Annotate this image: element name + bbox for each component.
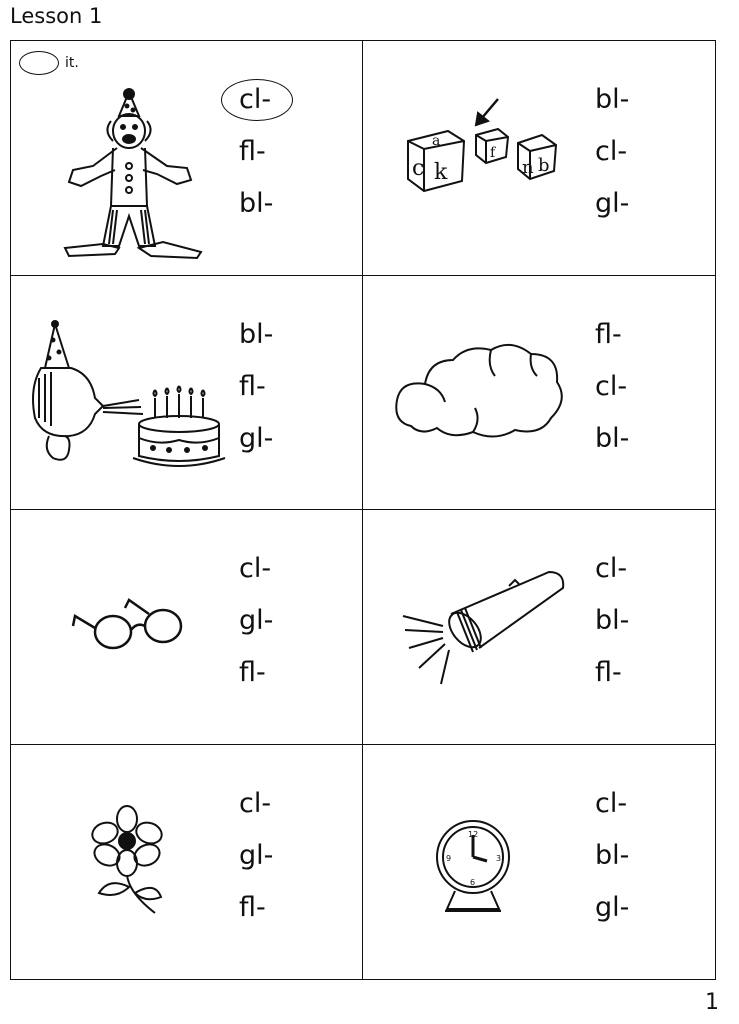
option-list — [595, 85, 655, 219]
option-bl[interactable]: bl- — [239, 318, 274, 350]
option-fl[interactable]: fl- — [239, 370, 266, 402]
flower-icon — [89, 803, 179, 918]
option-bl[interactable]: bl- — [595, 422, 630, 454]
clown-icon — [51, 86, 211, 261]
option-gl[interactable]: gl- — [239, 605, 274, 636]
option-cl[interactable]: cl- — [595, 553, 628, 584]
clock-icon — [433, 817, 523, 917]
option-gl[interactable]: gl- — [239, 839, 274, 871]
svg-text:a: a — [432, 133, 441, 149]
option-fl[interactable]: fl- — [239, 891, 266, 923]
option-gl[interactable]: gl- — [239, 422, 274, 454]
option-list — [239, 554, 299, 688]
option-fl[interactable]: fl- — [239, 657, 266, 688]
option-cl[interactable]: cl- — [595, 370, 628, 402]
oval-icon — [19, 51, 59, 75]
option-fl[interactable]: fl- — [595, 318, 622, 350]
cell-flower — [11, 745, 363, 980]
svg-text:9: 9 — [446, 853, 452, 863]
page-number: 1 — [705, 990, 719, 1015]
birthday-cake-icon — [19, 318, 229, 468]
option-cl[interactable]: cl- — [239, 553, 272, 584]
svg-text:b: b — [538, 155, 550, 176]
worksheet-grid — [10, 40, 716, 980]
svg-text:f: f — [490, 145, 496, 161]
cloud-icon — [391, 336, 571, 446]
option-list — [595, 789, 655, 923]
svg-text:n: n — [522, 157, 534, 178]
flashlight-icon — [399, 564, 569, 694]
cell-glasses — [11, 510, 363, 745]
option-fl[interactable]: fl- — [595, 657, 622, 688]
svg-text:c: c — [412, 156, 425, 181]
blocks-icon — [398, 91, 568, 201]
cell-flashlight — [363, 510, 715, 745]
svg-text:6: 6 — [470, 877, 476, 887]
cell-birthday-cake — [11, 276, 363, 511]
option-bl[interactable]: bl- — [595, 605, 630, 636]
option-list — [239, 789, 299, 923]
option-bl[interactable]: bl- — [239, 188, 274, 219]
option-list — [239, 85, 299, 219]
option-cl[interactable]: cl- — [595, 787, 628, 819]
cell-blocks — [363, 41, 715, 276]
glasses-icon — [69, 592, 189, 662]
option-gl[interactable]: gl- — [595, 891, 630, 923]
option-fl[interactable]: fl- — [239, 136, 266, 167]
option-list — [239, 320, 299, 454]
svg-text:12: 12 — [468, 829, 479, 839]
cell-clock — [363, 745, 715, 980]
instruction-legend — [19, 51, 79, 75]
page-title: Lesson 1 — [10, 4, 103, 28]
option-list — [595, 554, 655, 688]
option-cl-circled[interactable]: cl- — [239, 85, 299, 115]
option-gl[interactable]: gl- — [595, 188, 630, 219]
option-bl[interactable]: bl- — [595, 84, 630, 115]
option-bl[interactable]: bl- — [595, 839, 630, 871]
legend-text: it. — [65, 55, 79, 71]
option-cl[interactable]: cl- — [595, 136, 628, 167]
option-list — [595, 320, 655, 454]
svg-text:k: k — [434, 160, 448, 185]
cell-cloud — [363, 276, 715, 511]
svg-text:3: 3 — [496, 853, 502, 863]
cell-clown — [11, 41, 363, 276]
option-cl[interactable]: cl- — [239, 787, 272, 819]
